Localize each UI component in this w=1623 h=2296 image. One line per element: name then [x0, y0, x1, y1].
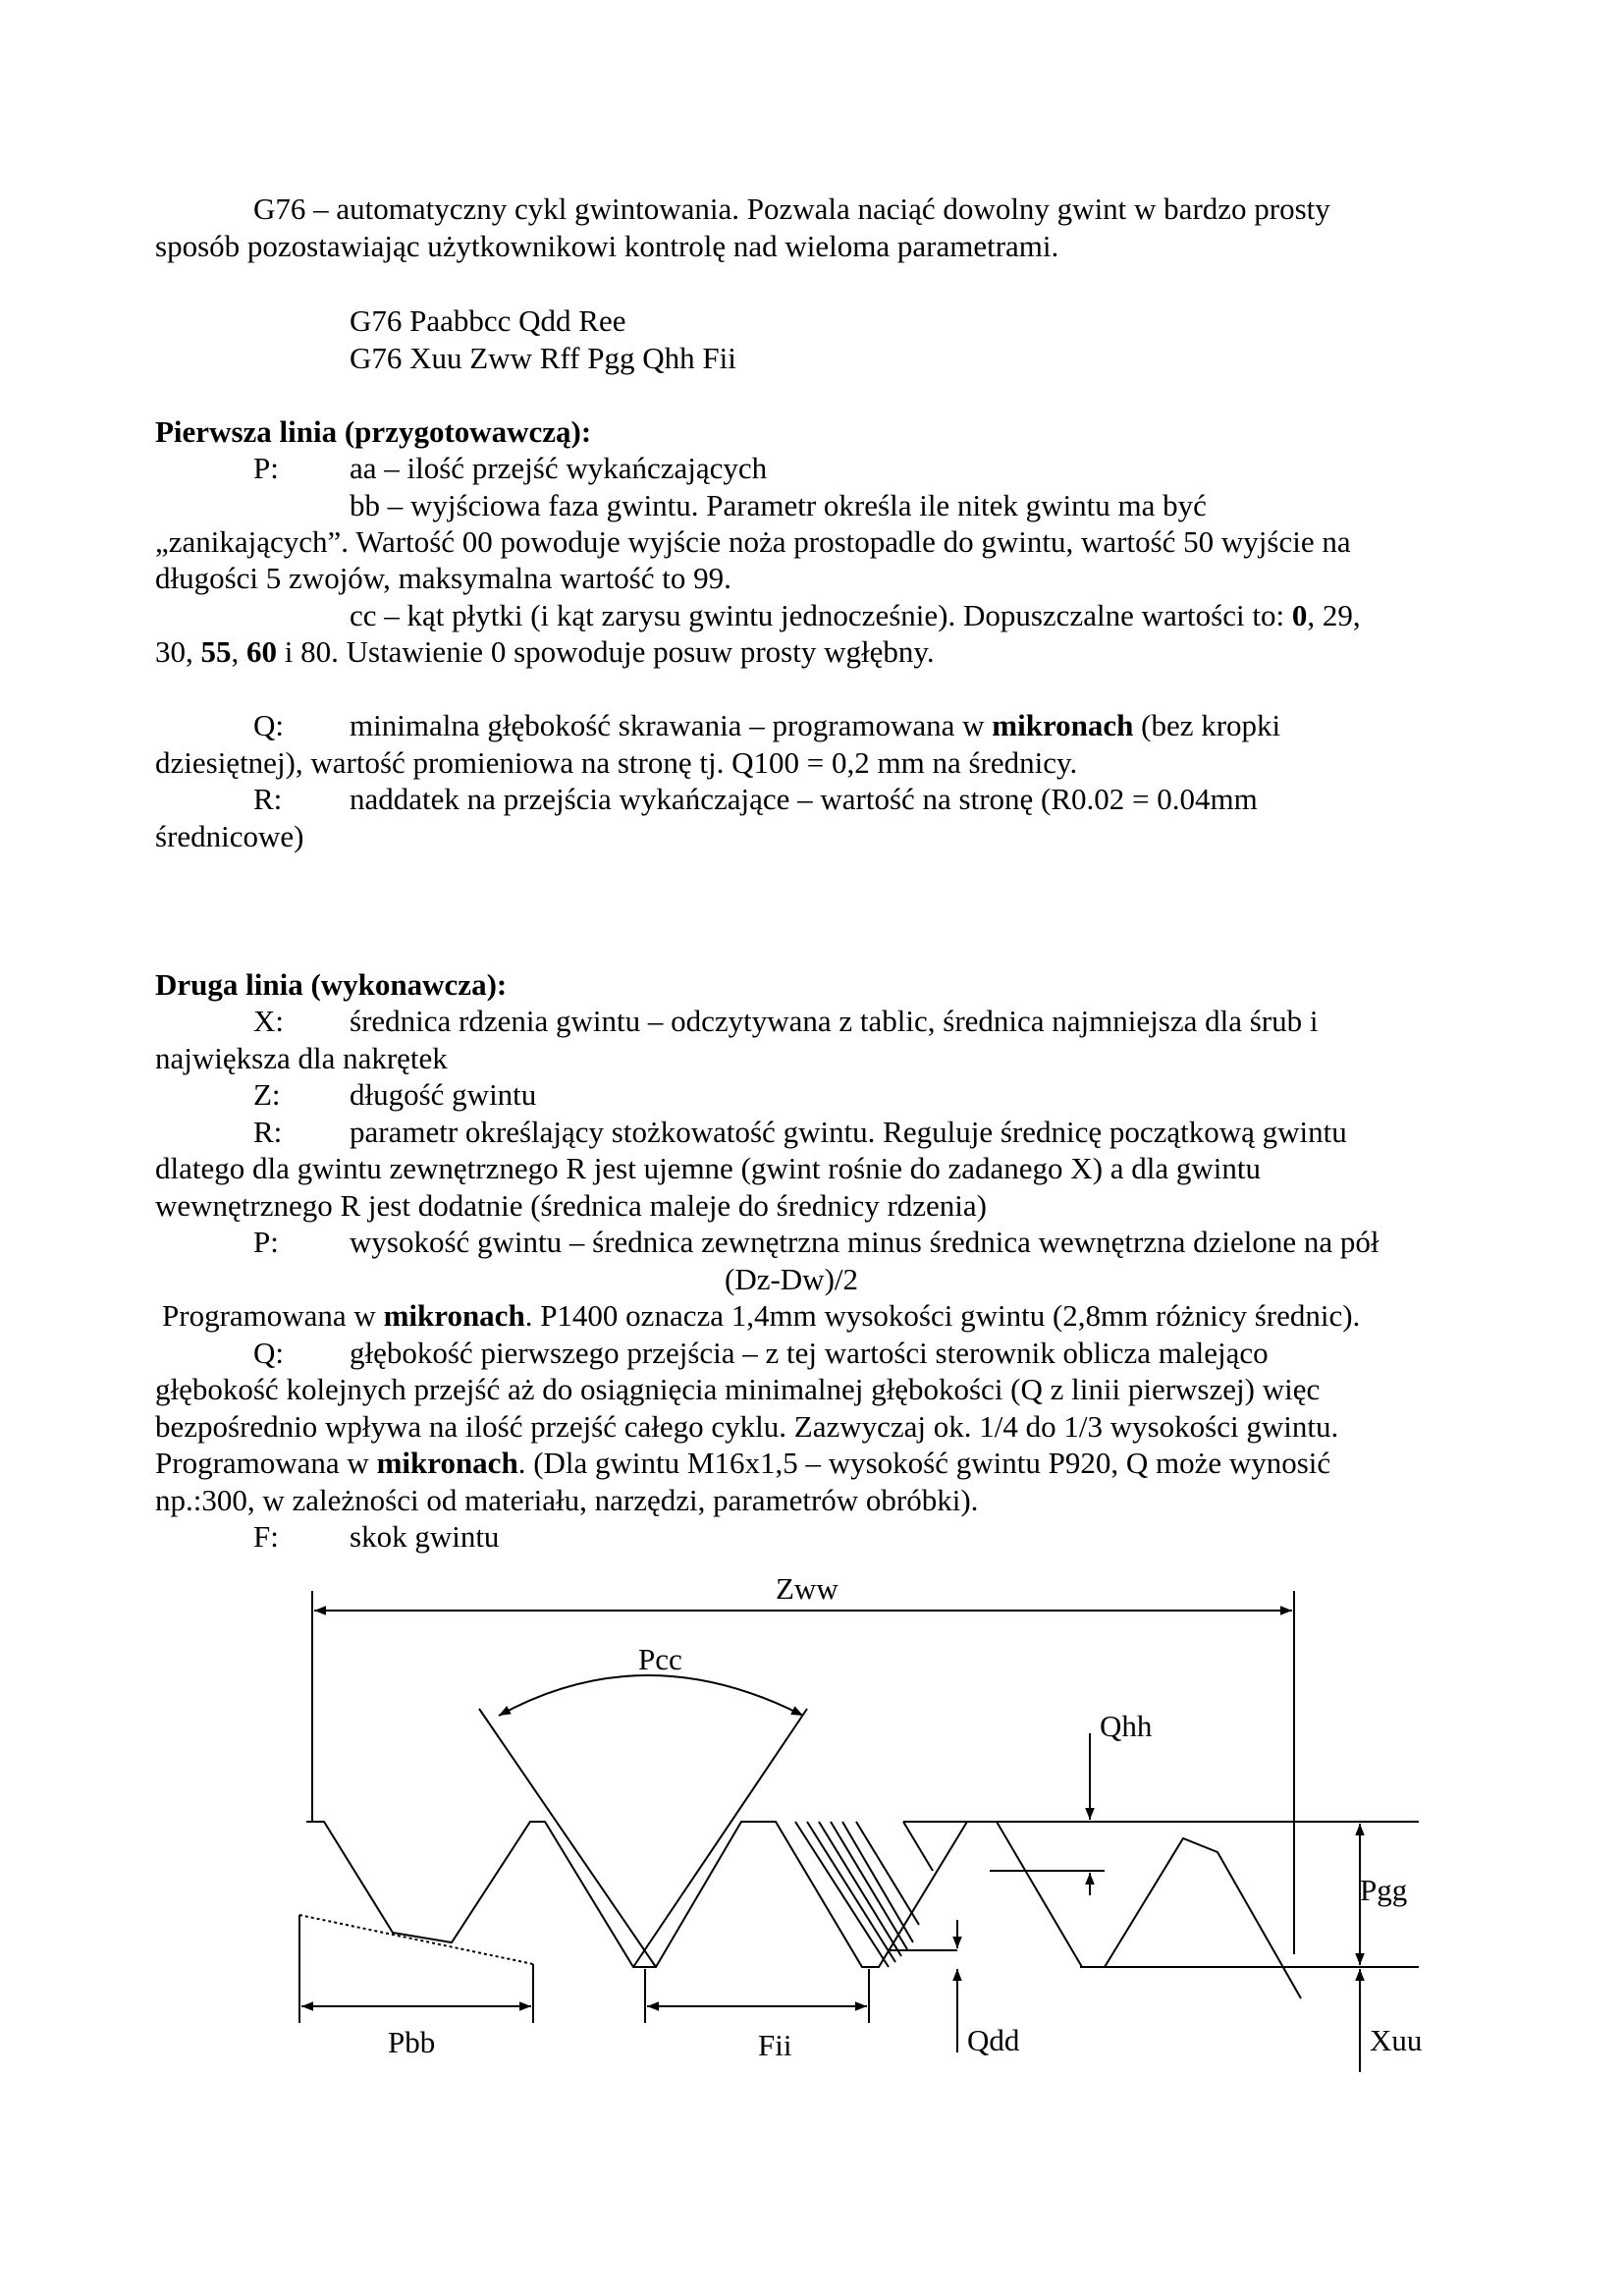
- infeed-pass-3: [819, 1822, 901, 1956]
- second-r-3: wewnętrznego R jest dodatnie (średnica maleje do średnicy rdzenia): [155, 1188, 987, 1223]
- cc-value-0: 0: [1291, 598, 1308, 632]
- intro-line-2: sposób pozostawiając użytkownikowi kontrolę nad wieloma parametrami.: [155, 229, 1059, 263]
- second-q-3: bezpośrednio wpływa na ilość przejść całego cyklu. Zazwyczaj ok. 1/4 do 1/3 wysokości gwintu.: [155, 1409, 1339, 1444]
- cc-text-30: 30,: [155, 634, 201, 669]
- cc-value-55: 55: [200, 634, 232, 669]
- first-p-bb-2: „zanikających”. Wartość 00 powoduje wyjście noża prostopadle do gwintu, wartość 50 wyjście na: [155, 524, 1351, 559]
- p2-text-a: Programowana w: [162, 1298, 384, 1333]
- second-r-label: R:: [253, 1115, 283, 1149]
- label-pgg: Pgg: [1360, 1873, 1408, 1907]
- cc-sep: ,: [231, 634, 246, 669]
- pbb-dotted-line: [299, 1915, 533, 1964]
- infeed-pass-6: [856, 1822, 919, 1925]
- first-q-2: dziesiętnej), wartość promieniowa na stronę tj. Q100 = 0,2 mm na średnicy.: [155, 745, 1078, 780]
- second-x-label: X:: [253, 1004, 284, 1038]
- first-p-cc-2: [155, 633, 935, 671]
- label-zww: Zww: [776, 1571, 839, 1606]
- second-q-label: Q:: [253, 1336, 284, 1370]
- cc-value-60: 60: [246, 634, 277, 669]
- thread-diagram: [285, 1561, 1463, 2092]
- second-f-label: F:: [253, 1519, 279, 1554]
- thread-profile: [312, 1822, 1301, 1998]
- first-p-bb-3: długości 5 zwojów, maksymalna wartość to 99.: [155, 561, 731, 595]
- second-p-formula: (Dz-Dw)/2: [725, 1262, 859, 1296]
- second-p-1: wysokość gwintu – średnica zewnętrzna minus średnica wewnętrzna dzielone na pół: [350, 1225, 1380, 1259]
- second-f-1: skok gwintu: [350, 1519, 500, 1554]
- first-line-heading: Pierwsza linia (przygotowawczą):: [155, 414, 592, 449]
- second-z-1: długość gwintu: [350, 1077, 537, 1112]
- cc-text-c: , 29,: [1307, 598, 1361, 632]
- p2-text-c: . P1400 oznacza 1,4mm wysokości gwintu (2,8mm różnicy średnic).: [524, 1298, 1361, 1333]
- label-fii: Fii: [758, 2028, 792, 2062]
- label-qdd: Qdd: [967, 2023, 1020, 2057]
- first-q-label: Q:: [253, 708, 284, 742]
- pcc-angle-line-right: [633, 1709, 807, 1967]
- first-p-label: P:: [253, 451, 279, 485]
- second-z-label: Z:: [253, 1077, 281, 1112]
- label-pcc: Pcc: [638, 1642, 682, 1676]
- first-p-bb-1: bb – wyjściowa faza gwintu. Parametr określa ile nitek gwintu ma być: [350, 488, 1207, 522]
- second-q-4: [155, 1445, 1330, 1482]
- second-q-1: głębokość pierwszego przejścia – z tej wartości sterownik oblicza malejąco: [350, 1336, 1269, 1370]
- q-text-c: (bez kropki: [1133, 708, 1281, 742]
- second-q-2: głębokość kolejnych przejść aż do osiągnięcia minimalnej głębokości (Q z linii pierwszej) więc: [155, 1372, 1321, 1406]
- label-xuu: Xuu: [1370, 2023, 1423, 2057]
- q4-text-c: . (Dla gwintu M16x1,5 – wysokość gwintu P920, Q może wynosić: [517, 1446, 1331, 1480]
- second-r-2: dlatego dla gwintu zewnętrznego R jest ujemne (gwint rośnie do zadanego X) a dla gwintu: [155, 1151, 1262, 1185]
- label-qhh: Qhh: [1100, 1709, 1153, 1743]
- first-r-2: średnicowe): [155, 819, 304, 853]
- q-mikronach: mikronach: [992, 708, 1134, 742]
- first-r-label: R:: [253, 782, 283, 816]
- pcc-angle-line-left: [479, 1709, 656, 1967]
- second-x-1: średnica rdzenia gwintu – odczytywana z tablic, średnica najmniejsza dla śrub i: [350, 1004, 1319, 1038]
- infeed-pass-5: [842, 1822, 913, 1942]
- q4-mikronach: mikronach: [376, 1446, 518, 1480]
- second-r-1: parametr określający stożkowatość gwintu. Reguluje średnicę początkową gwintu: [350, 1115, 1347, 1149]
- p2-mikronach: mikronach: [383, 1298, 525, 1333]
- cc-text-a: cc – kąt płytki (i kąt zarysu gwintu jednocześnie). Dopuszczalne wartości to:: [350, 598, 1292, 632]
- pcc-arc: [499, 1675, 803, 1716]
- label-pbb: Pbb: [388, 2025, 436, 2059]
- intro-line-1: G76 – automatyczny cykl gwintowania. Pozwala naciąć dowolny gwint w bardzo prosty: [253, 191, 1330, 226]
- first-q-1: [350, 707, 1280, 744]
- second-line-heading: Druga linia (wykonawcza):: [155, 967, 508, 1002]
- syntax-line-2: G76 Xuu Zww Rff Pgg Qhh Fii: [350, 341, 736, 375]
- second-p-2: [162, 1297, 1360, 1335]
- first-p-cc-1: [350, 597, 1361, 634]
- q-text-a: minimalna głębokość skrawania – programowana w: [350, 708, 993, 742]
- second-p-label: P:: [253, 1225, 279, 1259]
- first-p-aa: aa – ilość przejść wykańczających: [350, 451, 768, 485]
- q4-text-a: Programowana w: [155, 1446, 377, 1480]
- infeed-pass-7: [903, 1822, 933, 1871]
- second-q-5: np.:300, w zależności od materiału, narzędzi, parametrów obróbki).: [155, 1483, 979, 1517]
- cc-text-end: i 80. Ustawienie 0 spowoduje posuw prosty wgłębny.: [277, 634, 935, 669]
- first-r-1: naddatek na przejścia wykańczające – wartość na stronę (R0.02 = 0.04mm: [350, 782, 1258, 816]
- infeed-pass-2: [807, 1822, 895, 1962]
- second-x-2: największa dla nakrętek: [155, 1041, 448, 1075]
- syntax-line-1: G76 Paabbcc Qdd Ree: [350, 303, 626, 338]
